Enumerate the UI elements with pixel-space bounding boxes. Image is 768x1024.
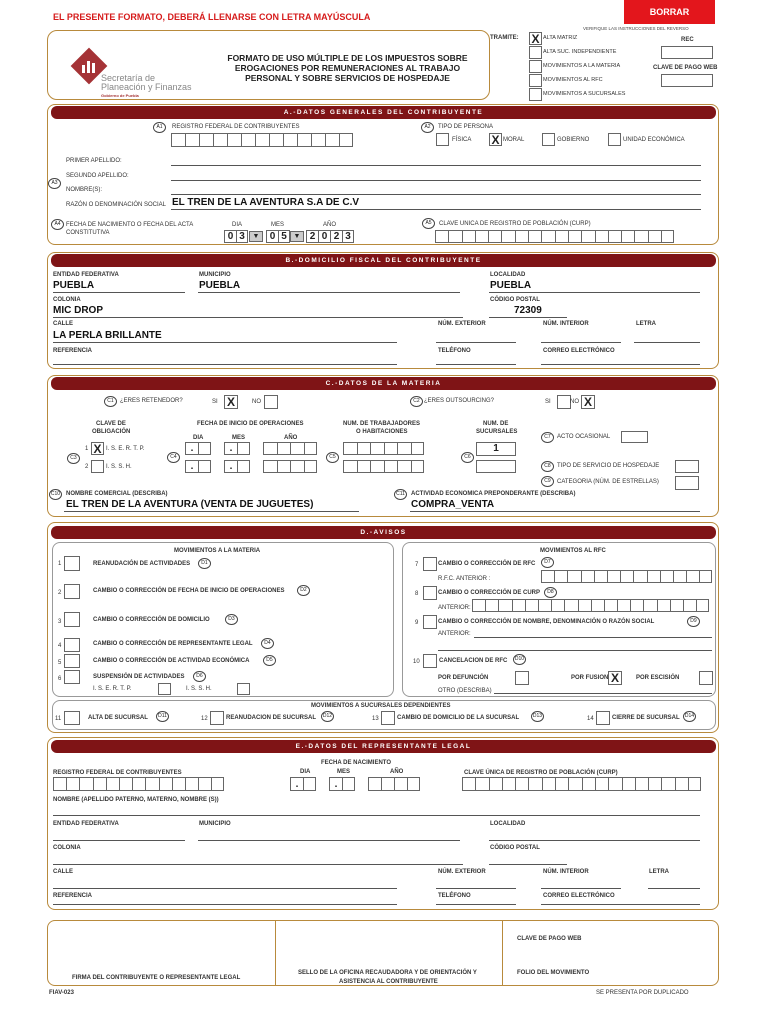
e-cp-label: CÓDIGO POSTAL bbox=[490, 845, 540, 851]
d7-rfc-cells[interactable] bbox=[541, 570, 712, 583]
d14-label: CIERRE DE SUCURSAL bbox=[612, 715, 680, 721]
tipo-hosp-field[interactable] bbox=[675, 460, 699, 473]
a4-badge: A4 bbox=[51, 219, 64, 230]
num-int-label: NÚM. INTERIOR bbox=[543, 321, 589, 327]
e-curp-cells[interactable] bbox=[462, 777, 701, 791]
isertp-label: I. S. E. R. T. P. bbox=[106, 446, 145, 452]
clave-ob-label-2: OBLIGACIÓN bbox=[92, 429, 131, 435]
e-nombre-label: NOMBRE (APELLIDO PATERNO, MATERNO, NOMBRE (S)) bbox=[53, 797, 219, 803]
telefono-line[interactable] bbox=[436, 364, 516, 365]
d11-num: 11 bbox=[55, 716, 62, 722]
tramite-label: TRAMITE: bbox=[490, 35, 519, 41]
mes-label: MES bbox=[271, 222, 285, 228]
d8-label: CAMBIO O CORRECCIÓN DE CURP bbox=[438, 590, 541, 596]
acto-field[interactable] bbox=[621, 431, 648, 443]
row2-num: 2 bbox=[85, 464, 89, 470]
e-num-int-label: NÚM. INTERIOR bbox=[543, 869, 589, 875]
d11-check[interactable] bbox=[64, 711, 80, 725]
tramite-check-4[interactable] bbox=[529, 74, 542, 87]
issh-label: I. S. S. H. bbox=[106, 464, 132, 470]
num-int-line[interactable] bbox=[541, 342, 621, 343]
ret-si-label: SI bbox=[212, 399, 218, 405]
d9-badge: D9 bbox=[687, 616, 700, 627]
a3-badge: A3 bbox=[48, 178, 61, 189]
tramite-opt-3: MOVIMIENTOS A LA MATERIA bbox=[543, 63, 621, 69]
entidad-value[interactable]: PUEBLA bbox=[53, 280, 95, 291]
d14-check[interactable] bbox=[596, 711, 610, 725]
e-num-ext-line[interactable] bbox=[436, 888, 516, 889]
tramite-check-5[interactable] bbox=[529, 88, 542, 101]
otro-label: OTRO (DESCRIBA) bbox=[438, 688, 492, 694]
localidad-value[interactable]: PUEBLA bbox=[490, 280, 532, 291]
doc-title-line-3: PERSONAL Y SOBRE SERVICIOS DE HOSPEDAJE bbox=[245, 73, 450, 83]
firma-label: FIRMA DEL CONTRIBUYENTE O REPRESENTANTE LEGAL bbox=[72, 975, 241, 981]
d9-anterior-line[interactable] bbox=[474, 637, 712, 638]
categoria-label: CATEGORIA (NÚM. DE ESTRELLAS) bbox=[557, 479, 659, 485]
c4-badge: C4 bbox=[167, 452, 180, 463]
d6-num: 6 bbox=[58, 676, 62, 682]
e-mes-label: MES bbox=[337, 769, 351, 775]
d9-label: CAMBIO O CORRECCIÓN DE NOMBRE, DENOMINACIÓN O RAZÓN SOCIAL bbox=[438, 619, 655, 625]
c1-badge: C1 bbox=[104, 396, 117, 407]
doc-title-line-1: FORMATO DE USO MÚLTIPLE DE LOS IMPUESTOS SOBRE bbox=[227, 53, 468, 63]
tramite-check-alta-matriz[interactable]: X bbox=[529, 32, 542, 45]
calle-line bbox=[53, 342, 397, 343]
d12-badge: D12 bbox=[321, 711, 334, 722]
colonia-value[interactable]: MIC DROP bbox=[53, 305, 103, 316]
fecha-acta-label-2: CONSTITUTIVA bbox=[66, 230, 110, 236]
colonia-label: COLONIA bbox=[53, 297, 81, 303]
razon-value[interactable]: EL TREN DE LA AVENTURA S.A DE C.V bbox=[172, 197, 360, 208]
d5-label: CAMBIO O CORRECCIÓN DE ACTIVIDAD ECONÓMICA bbox=[93, 658, 250, 664]
rec-field[interactable] bbox=[661, 46, 713, 59]
out-no-label: NO bbox=[570, 399, 579, 405]
d4-num: 4 bbox=[58, 643, 62, 649]
curp-label: CLAVE UNICA DE REGISTRO DE POBLACIÓN (CURP) bbox=[439, 221, 591, 227]
d7-badge: D7 bbox=[541, 557, 554, 568]
primer-apellido-label: PRIMER APELLIDO: bbox=[66, 158, 122, 164]
razon-line bbox=[171, 209, 701, 210]
rfc-label: REGISTRO FEDERAL DE CONTRIBUYENTES bbox=[172, 124, 300, 130]
ret-no-label: NO bbox=[252, 399, 261, 405]
duplicado-note: SE PRESENTA POR DUPLICADO bbox=[596, 990, 689, 996]
calle-label: CALLE bbox=[53, 321, 73, 327]
a4-anio-2[interactable]: 2 bbox=[330, 230, 342, 243]
primer-apellido-line[interactable] bbox=[171, 165, 701, 166]
e-colonia-line[interactable] bbox=[53, 864, 463, 865]
trabajadores-row1[interactable] bbox=[343, 442, 424, 455]
d12-check[interactable] bbox=[210, 711, 224, 725]
section-a-title: A.-DATOS GENERALES DEL CONTRIBUYENTE bbox=[51, 106, 716, 119]
sucursales-label-2: SUCURSALES bbox=[476, 429, 518, 435]
doc-title-line-2: EROGACIONES POR REMUNERACIONES AL TRABAJO bbox=[234, 63, 461, 73]
d6-issh-label: I. S. S. H. bbox=[186, 686, 212, 692]
d1-label: REANUDACIÓN DE ACTIVIDADES bbox=[93, 561, 191, 567]
segundo-apellido-label: SEGUNDO APELLIDO: bbox=[66, 173, 129, 179]
logo-text-1: Secretaría de bbox=[101, 73, 156, 83]
d14-badge: D14 bbox=[683, 711, 696, 722]
tramite-opt-1: ALTA MATRIZ bbox=[543, 35, 578, 41]
d8-curp-cells[interactable] bbox=[472, 599, 709, 612]
a4-mes-cells[interactable] bbox=[266, 230, 290, 243]
clave-ob-label-1: CLAVE DE bbox=[96, 421, 126, 427]
c-fecha-row2-mes[interactable]: . bbox=[224, 460, 250, 473]
tramite-opt-2: ALTA SUC. INDEPENDIENTE bbox=[543, 49, 617, 55]
tipo-persona-label: TIPO DE PERSONA bbox=[438, 124, 494, 130]
sucursales-row2[interactable] bbox=[476, 460, 516, 473]
d6-issh-check[interactable] bbox=[237, 683, 250, 695]
localidad-label: LOCALIDAD bbox=[490, 272, 526, 278]
d6-check[interactable] bbox=[64, 670, 80, 684]
c9-badge: C9 bbox=[541, 476, 554, 487]
d4-check[interactable] bbox=[64, 638, 80, 652]
e-entidad-line[interactable] bbox=[53, 840, 185, 841]
c-fecha-row1-anio[interactable] bbox=[263, 442, 317, 455]
e-municipio-line[interactable] bbox=[198, 840, 460, 841]
a4-dia-1[interactable]: 3 bbox=[236, 230, 248, 243]
anio-label: AÑO bbox=[323, 222, 337, 228]
logo-text-2: Planeación y Finanzas bbox=[101, 82, 192, 92]
e-rfc-cells[interactable] bbox=[53, 777, 224, 791]
a2-badge: A2 bbox=[421, 122, 434, 133]
footer-clave-pago-label: CLAVE DE PAGO WEB bbox=[517, 936, 582, 942]
d6-isertp-label: I. S. E. R. T. P. bbox=[93, 686, 132, 692]
d5-badge: D5 bbox=[263, 655, 276, 666]
cp-label: CÓDIGO POSTAL bbox=[490, 297, 540, 303]
defuncion-check[interactable] bbox=[515, 671, 529, 685]
form-code: FIAV-023 bbox=[49, 990, 74, 996]
fecha-ops-label: FECHA DE INICIO DE OPERACIONES bbox=[197, 421, 304, 427]
clave-pago-web-label: CLAVE DE PAGO WEB bbox=[653, 65, 718, 71]
borrar-button[interactable]: BORRAR bbox=[624, 0, 715, 24]
d4-label: CAMBIO O CORRECCIÓN DE REPRESENTANTE LEGAL bbox=[93, 641, 253, 647]
a1-badge: A1 bbox=[153, 122, 166, 133]
dia-dropdown-icon[interactable]: ▼ bbox=[249, 231, 263, 242]
d13-check[interactable] bbox=[381, 711, 395, 725]
d5-check[interactable] bbox=[64, 654, 80, 668]
escision-label: POR ESCISIÓN bbox=[636, 675, 680, 681]
c-fecha-row2-anio[interactable] bbox=[263, 460, 317, 473]
e-letra-label: LETRA bbox=[649, 869, 669, 875]
e-colonia-label: COLONIA bbox=[53, 845, 81, 851]
telefono-label: TELÉFONO bbox=[438, 348, 471, 354]
e-num-ext-label: NÚM. EXTERIOR bbox=[438, 869, 486, 875]
d8-num: 8 bbox=[415, 591, 419, 597]
section-b-title: B.-DOMICILIO FISCAL DEL CONTRIBUYENTE bbox=[51, 254, 716, 267]
defuncion-label: POR DEFUNCIÓN bbox=[438, 675, 489, 681]
mov-rfc-label: MOVIMIENTOS AL RFC bbox=[540, 548, 606, 554]
c6-badge: C6 bbox=[461, 452, 474, 463]
d3-badge: D3 bbox=[225, 614, 238, 625]
d8-badge: D8 bbox=[544, 587, 557, 598]
segundo-apellido-line[interactable] bbox=[171, 180, 701, 181]
footer-divider-2 bbox=[502, 921, 503, 985]
a4-mes-1[interactable]: 5 bbox=[278, 230, 290, 243]
e-correo-line[interactable] bbox=[541, 904, 700, 905]
nombres-line[interactable] bbox=[171, 194, 701, 195]
escision-check[interactable] bbox=[699, 671, 713, 685]
section-e-title: E.-DATOS DEL REPRESENTANTE LEGAL bbox=[51, 740, 716, 753]
section-b bbox=[47, 252, 719, 369]
tramite-opt-5: MOVIMIENTOS A SUCURSALES bbox=[543, 91, 626, 97]
a5-badge: A5 bbox=[422, 218, 435, 229]
tramite-check-2[interactable] bbox=[529, 46, 542, 59]
out-no-check[interactable]: X bbox=[581, 395, 595, 409]
d6-label: SUSPENSIÓN DE ACTIVIDADES bbox=[93, 674, 185, 680]
logo bbox=[68, 45, 218, 98]
retenedor-label: ¿ERES RETENEDOR? bbox=[120, 398, 183, 404]
footer-divider-1 bbox=[275, 921, 276, 985]
d6-isertp-check[interactable] bbox=[158, 683, 171, 695]
c-fecha-row2-dia[interactable]: . bbox=[185, 460, 211, 473]
d3-num: 3 bbox=[58, 619, 62, 625]
d2-check[interactable] bbox=[64, 584, 80, 599]
localidad-line bbox=[489, 292, 700, 293]
ret-no-check[interactable] bbox=[264, 395, 278, 409]
d10-check[interactable] bbox=[423, 654, 437, 668]
entidad-label: ENTIDAD FEDERATIVA bbox=[53, 272, 119, 278]
d8-check[interactable] bbox=[423, 586, 437, 600]
e-calle-label: CALLE bbox=[53, 869, 73, 875]
fusion-label: POR FUSION bbox=[571, 675, 609, 681]
a4-anio-1[interactable]: 0 bbox=[318, 230, 330, 243]
trabajadores-label-1: NUM. DE TRABAJADORES bbox=[343, 421, 421, 427]
nombres-label: NOMBRE(S): bbox=[66, 187, 102, 193]
d11-label: ALTA DE SUCURSAL bbox=[88, 715, 148, 721]
c-fecha-row1-dia[interactable]: . bbox=[185, 442, 211, 455]
mov-suc-label: MOVIMIENTOS A SUCURSALES DEPENDIENTES bbox=[311, 703, 451, 709]
d11-badge: D11 bbox=[156, 711, 169, 722]
d4-badge: D4 bbox=[261, 638, 274, 649]
d1-badge: D1 bbox=[198, 558, 211, 569]
d7-check[interactable] bbox=[423, 557, 437, 571]
tramite-check-3[interactable] bbox=[529, 60, 542, 73]
e-localidad-line[interactable] bbox=[489, 840, 700, 841]
d9-sub: ANTERIOR: bbox=[438, 631, 471, 637]
entidad-line bbox=[53, 292, 185, 293]
e-anio-label: AÑO bbox=[390, 769, 404, 775]
e-telefono-line[interactable] bbox=[436, 904, 516, 905]
referencia-line[interactable] bbox=[53, 364, 397, 365]
c-mes-label: MES bbox=[232, 435, 246, 441]
e-letra-line[interactable] bbox=[648, 888, 700, 889]
e-calle-line[interactable] bbox=[53, 888, 397, 889]
nombre-comercial-label: NOMBRE COMERCIAL (DESCRIBA) bbox=[66, 491, 168, 497]
municipio-label: MUNICIPIO bbox=[199, 272, 231, 278]
c7-badge: C7 bbox=[541, 432, 554, 443]
doc-title bbox=[220, 53, 475, 83]
razon-label: RAZÓN O DENOMINACIÓN SOCIAL bbox=[66, 202, 167, 208]
d10-label: CANCELACION DE RFC bbox=[439, 658, 508, 664]
d14-num: 14 bbox=[587, 716, 594, 722]
row1-num: 1 bbox=[85, 446, 89, 452]
actividad-value[interactable]: COMPRA_VENTA bbox=[411, 499, 495, 510]
moral-label: MORAL bbox=[503, 137, 525, 143]
d5-num: 5 bbox=[58, 660, 62, 666]
a4-anio-cells[interactable] bbox=[306, 230, 354, 243]
e-entidad-label: ENTIDAD FEDERATIVA bbox=[53, 821, 119, 827]
d13-num: 13 bbox=[372, 716, 379, 722]
c3-badge: C3 bbox=[67, 453, 80, 464]
letra-line[interactable] bbox=[634, 342, 700, 343]
fusion-check[interactable]: X bbox=[608, 671, 622, 685]
acto-label: ACTO OCASIONAL bbox=[557, 434, 611, 440]
e-mes-cells[interactable]: . bbox=[329, 777, 355, 791]
e-fecha-nac-label: FECHA DE NACIMIENTO bbox=[321, 760, 392, 766]
c8-badge: C8 bbox=[541, 461, 554, 472]
c11-badge: C11 bbox=[394, 489, 407, 500]
fisica-label: FÍSICA bbox=[452, 137, 472, 143]
issh-check[interactable] bbox=[91, 460, 104, 473]
clave-pago-web-field[interactable] bbox=[661, 74, 713, 87]
c-dia-label: DIA bbox=[193, 435, 204, 441]
e-telefono-label: TELÉFONO bbox=[438, 893, 471, 899]
trabajadores-row2[interactable] bbox=[343, 460, 424, 473]
e-dia-cells[interactable]: . bbox=[290, 777, 316, 791]
footer-folio-label: FOLIO DEL MOVIMIENTO bbox=[517, 970, 590, 976]
e-correo-label: CORREO ELECTRÓNICO bbox=[543, 893, 615, 899]
e-municipio-label: MUNICIPIO bbox=[199, 821, 231, 827]
a4-anio-0[interactable]: 2 bbox=[306, 230, 318, 243]
num-ext-line[interactable] bbox=[436, 342, 516, 343]
c-anio-label: AÑO bbox=[284, 435, 298, 441]
gobierno-check[interactable] bbox=[542, 133, 555, 146]
cp-line bbox=[489, 317, 567, 318]
otro-line[interactable] bbox=[494, 693, 712, 694]
c10-badge: C10 bbox=[49, 489, 62, 500]
num-ext-label: NÚM. EXTERIOR bbox=[438, 321, 486, 327]
d12-num: 12 bbox=[201, 716, 208, 722]
nombre-comercial-value[interactable]: EL TREN DE LA AVENTURA (VENTA DE JUGUETES) bbox=[66, 499, 314, 510]
letra-label: LETRA bbox=[636, 321, 656, 327]
e-dia-label: DIA bbox=[300, 769, 311, 775]
a4-anio-3[interactable]: 3 bbox=[342, 230, 354, 243]
cp-value[interactable]: 72309 bbox=[514, 305, 542, 316]
sello-label-1: SELLO DE LA OFICINA RECAUDADORA Y DE ORIENTACIÓN Y bbox=[298, 970, 477, 976]
nombre-comercial-line bbox=[64, 511, 359, 512]
municipio-line bbox=[198, 292, 460, 293]
calle-value[interactable]: LA PERLA BRILLANTE bbox=[53, 330, 162, 341]
mes-dropdown-icon[interactable]: ▼ bbox=[290, 231, 304, 242]
d9-anterior-line-2[interactable] bbox=[438, 650, 712, 651]
municipio-value[interactable]: PUEBLA bbox=[199, 280, 241, 291]
colonia-line bbox=[53, 317, 463, 318]
sucursales-label-1: NUM. DE bbox=[483, 421, 509, 427]
d13-badge: D13 bbox=[531, 711, 544, 722]
e-nombre-line[interactable] bbox=[53, 815, 700, 816]
d7-num: 7 bbox=[415, 562, 419, 568]
tramite-opt-4: MOVIMIENTOS AL RFC bbox=[543, 77, 603, 83]
section-d-title: D.-AVISOS bbox=[51, 526, 716, 539]
c-fecha-row1-mes[interactable]: . bbox=[224, 442, 250, 455]
d8-sub: ANTERIOR: bbox=[438, 605, 471, 611]
rfc-cells[interactable] bbox=[171, 133, 353, 147]
d9-check[interactable] bbox=[423, 615, 437, 629]
section-c-title: C.-DATOS DE LA MATERIA bbox=[51, 377, 716, 390]
e-localidad-label: LOCALIDAD bbox=[490, 821, 526, 827]
d12-label: REANUDACION DE SUCURSAL bbox=[226, 715, 317, 721]
outsourcing-label: ¿ERES OUTSOURCING? bbox=[424, 398, 495, 404]
d2-num: 2 bbox=[58, 590, 62, 596]
a4-mes-0[interactable]: 0 bbox=[266, 230, 278, 243]
d10-badge: D10 bbox=[513, 654, 526, 665]
d2-badge: D2 bbox=[297, 585, 310, 596]
c2-badge: C2 bbox=[410, 396, 423, 407]
e-rfc-label: REGISTRO FEDERAL DE CONTRIBUYENTES bbox=[53, 770, 182, 776]
moral-check[interactable]: X bbox=[489, 133, 502, 146]
fisica-check[interactable] bbox=[436, 133, 449, 146]
tipo-hosp-label: TIPO DE SERVICIO DE HOSPEDAJE bbox=[557, 463, 660, 469]
e-referencia-line[interactable] bbox=[53, 904, 397, 905]
verify-note: VERIFIQUE LAS INSTRUCCIONES DEL REVERSO bbox=[583, 26, 689, 31]
actividad-line bbox=[410, 511, 700, 512]
gobierno-label: GOBIERNO bbox=[557, 137, 590, 143]
isertp-check[interactable]: X bbox=[91, 442, 104, 455]
ret-si-check[interactable]: X bbox=[224, 395, 238, 409]
d3-check[interactable] bbox=[64, 612, 80, 627]
e-cp-line[interactable] bbox=[489, 864, 567, 865]
fecha-acta-label-1: FECHA DE NACIMIENTO O FECHA DEL ACTA bbox=[66, 222, 194, 228]
correo-label: CORREO ELECTRÓNICO bbox=[543, 348, 615, 354]
d13-label: CAMBIO DE DOMICILIO DE LA SUCURSAL bbox=[397, 715, 520, 721]
d1-check[interactable] bbox=[64, 556, 80, 571]
logo-text-3: Gobierno de Puebla bbox=[101, 93, 139, 98]
dia-label: DIA bbox=[232, 222, 243, 228]
d3-label: CAMBIO O CORRECCIÓN DE DOMICILIO bbox=[93, 617, 210, 623]
d10-num: 10 bbox=[413, 659, 420, 665]
e-referencia-label: REFERENCIA bbox=[53, 893, 93, 899]
e-anio-cells[interactable] bbox=[368, 777, 420, 791]
out-si-label: SI bbox=[545, 399, 551, 405]
e-num-int-line[interactable] bbox=[541, 888, 621, 889]
c5-badge: C5 bbox=[326, 452, 339, 463]
sucursales-row1[interactable]: 1 bbox=[476, 442, 516, 456]
e-curp-label: CLAVE ÚNICA DE REGISTRO DE POBLACIÓN (CURP) bbox=[464, 770, 618, 776]
referencia-label: REFERENCIA bbox=[53, 348, 93, 354]
d2-label: CAMBIO O CORRECCIÓN DE FECHA DE INICIO DE OPERACIONES bbox=[93, 588, 285, 594]
d7-label: CAMBIO O CORRECCIÓN DE RFC bbox=[438, 561, 536, 567]
unidad-check[interactable] bbox=[608, 133, 621, 146]
a4-dia-cells[interactable] bbox=[224, 230, 248, 243]
unidad-label: UNIDAD ECONÓMICA bbox=[623, 137, 685, 143]
actividad-label: ACTIVIDAD ECONOMICA PREPONDERANTE (DESCRIBA) bbox=[411, 491, 576, 497]
correo-line[interactable] bbox=[541, 364, 700, 365]
curp-cells[interactable] bbox=[435, 230, 674, 243]
d7-sub: R.F.C. ANTERIOR : bbox=[438, 576, 491, 582]
d1-num: 1 bbox=[58, 561, 62, 567]
d6-badge: D6 bbox=[193, 671, 206, 682]
sello-label-2: ASISTENCIA AL CONTRIBUYENTE bbox=[339, 979, 438, 985]
a4-dia-0[interactable]: 0 bbox=[224, 230, 236, 243]
rec-label: REC bbox=[681, 37, 694, 43]
mov-materia-label: MOVIMIENTOS A LA MATERIA bbox=[174, 548, 261, 554]
top-notice: EL PRESENTE FORMATO, DEBERÁ LLENARSE CON LETRA MAYÚSCULA bbox=[53, 12, 371, 22]
out-si-check[interactable] bbox=[557, 395, 571, 409]
d9-num: 9 bbox=[415, 620, 419, 626]
categoria-field[interactable] bbox=[675, 476, 699, 490]
trabajadores-label-2: O HABITACIONES bbox=[356, 429, 408, 435]
